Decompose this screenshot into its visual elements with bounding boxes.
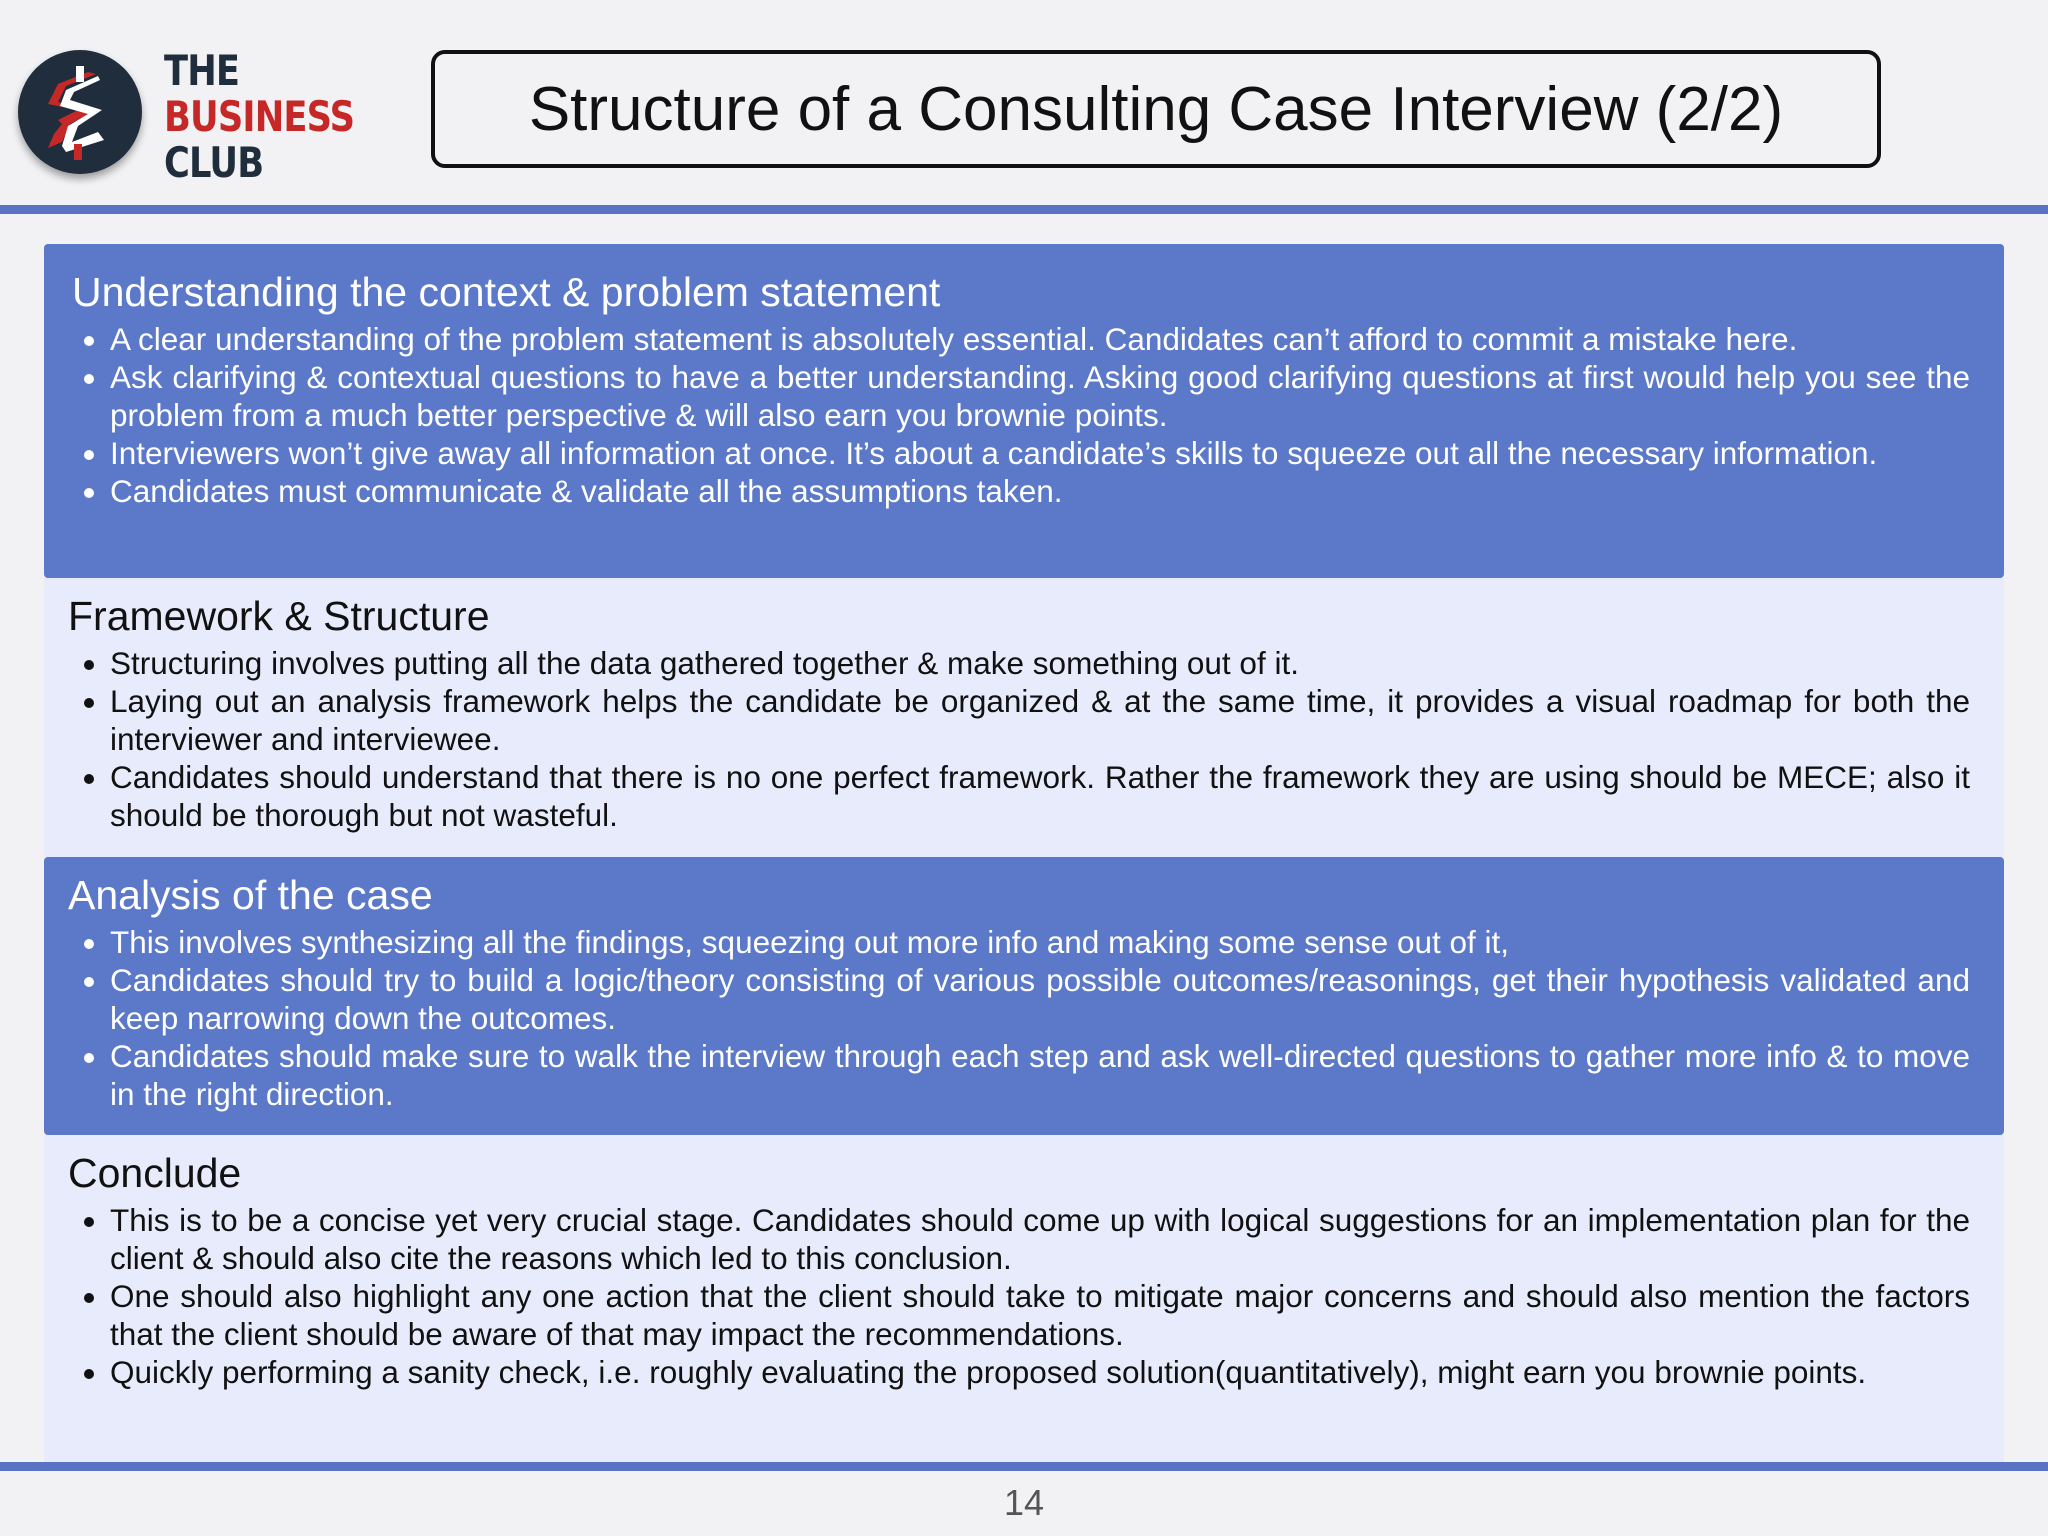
bullet-item: • This involves synthesizing all the findings, squeezing out more info and making some sense out of it,	[110, 923, 1970, 961]
bullet-item: • Ask clarifying & contextual questions to have a better understanding. Asking good clarifying questions at first would help you see the problem from a much better perspective & will also earn you brownie points.	[110, 358, 1970, 434]
content-area	[44, 244, 2004, 1468]
section-context	[44, 244, 2004, 578]
logo-wordmark	[164, 48, 354, 186]
bullet-list	[68, 644, 1970, 834]
bullet-item: • Candidates should make sure to walk the interview through each step and ask well-directed questions to gather more info & to move in the right direction.	[110, 1037, 1970, 1113]
title-box	[431, 50, 1881, 168]
section-analysis	[44, 857, 2004, 1135]
bullet-item: • Candidates must communicate & validate all the assumptions taken.	[110, 472, 1970, 510]
section-heading: Analysis of the case	[68, 872, 433, 918]
page-number: 14	[1003, 1482, 1045, 1523]
bullet-item: • One should also highlight any one action that the client should take to mitigate major concerns and should also mention the factors that the client should be aware of that may impact the recommendations.	[110, 1277, 1970, 1353]
bullet-item: • A clear understanding of the problem statement is absolutely essential. Candidates can’t afford to commit a mistake here.	[110, 320, 1970, 358]
bullet-item: • Laying out an analysis framework helps the candidate be organized & at the same time, it provides a visual roadmap for both the interviewer and interviewee.	[110, 682, 1970, 758]
page-title: Structure of a Consulting Case Interview (2/2)	[528, 74, 1784, 144]
business-club-logo	[18, 50, 142, 174]
bullet-list	[72, 320, 1970, 510]
bullet-item: • Candidates should try to build a logic/theory consisting of various possible outcomes/reasonings, get their hypothesis validated and keep narrowing down the outcomes.	[110, 961, 1970, 1037]
bottom-divider	[0, 1462, 2048, 1471]
slide-header	[0, 0, 2048, 205]
logo-line-business: BUSINESS	[164, 92, 355, 141]
bullet-item: • Interviewers won’t give away all information at once. It’s about a candidate’s skills to squeeze out all the necessary information.	[110, 434, 1970, 472]
bullet-list	[68, 1201, 1970, 1391]
logo-line-the: THE	[164, 46, 240, 95]
bullet-item: • Candidates should understand that there is no one perfect framework. Rather the framework they are using should be MECE; also it should be thorough but not wasteful.	[110, 758, 1970, 834]
bullet-item: • This is to be a concise yet very crucial stage. Candidates should come up with logical suggestions for an implementation plan for the client & should also cite the reasons which led to this conclusion.	[110, 1201, 1970, 1277]
section-conclude	[44, 1135, 2004, 1468]
top-divider	[0, 205, 2048, 214]
bullet-item: • Structuring involves putting all the data gathered together & make something out of it.	[110, 644, 1970, 682]
bullet-list	[68, 923, 1970, 1113]
section-heading: Understanding the context & problem statement	[72, 269, 941, 315]
section-heading: Framework & Structure	[68, 593, 490, 639]
section-heading: Conclude	[68, 1150, 242, 1196]
logo-line-club: CLUB	[164, 138, 264, 187]
section-framework	[44, 578, 2004, 857]
dollar-s-logo-icon	[18, 50, 142, 174]
bullet-item: • Quickly performing a sanity check, i.e. roughly evaluating the proposed solution(quantitatively), might earn you brownie points.	[110, 1353, 1970, 1391]
